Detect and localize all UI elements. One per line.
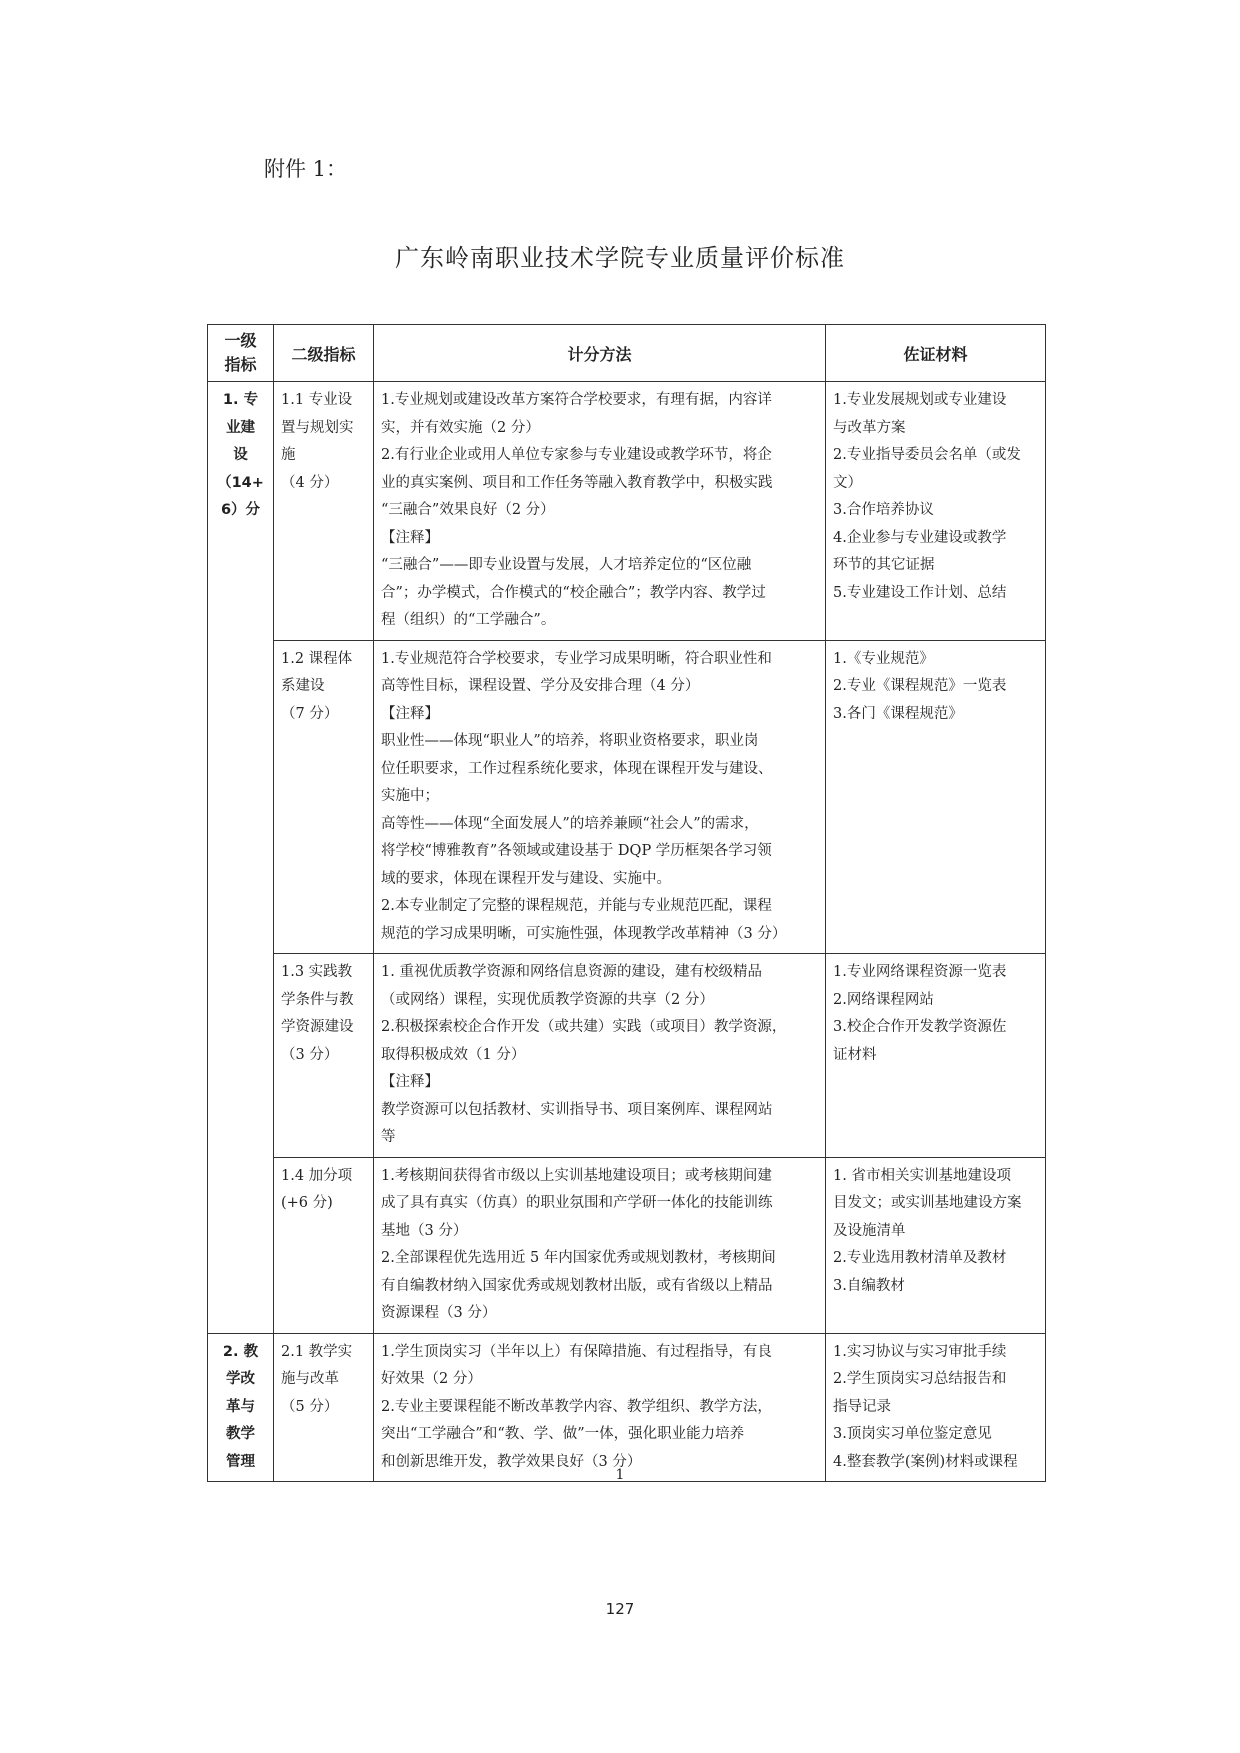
level2-indicator: 1.4 加分项 (+6 分) [274,1157,374,1333]
table-row [208,1157,1046,1333]
evidence-materials: 1.专业发展规划或专业建设 与改革方案 2.专业指导委员会名单（或发 文） 3.合作培养协议 4.企业参与专业建设或教学 环节的其它证据 5.专业建设工作计划、总结 [826,382,1046,641]
header-level1: 一级 指标 [208,325,274,382]
scoring-method: 1.专业规划或建设改革方案符合学校要求，有理有据，内容详 实，并有效实施（2 分） 2.有行业企业或用人单位专家参与专业建设或教学环节，将企 业的真实案例、项目和工作任务等融入教育教学中，积极实践 “三融合”效果良好（2 分） 【注释】 “三融合”——即专业设置与发展，人才培养定位的“区位融 合”；办学模式，合作模式的“校企融合”；教学内容、教学过 程（组织）的“工学融合”。 [374,382,826,641]
scoring-method: 1.考核期间获得省市级以上实训基地建设项目；或考核期间建 成了具有真实（仿真）的职业氛围和产学研一体化的技能训练 基地（3 分） 2.全部课程优先选用近 5 年内国家优秀或规划教材，考核期间 有自编教材纳入国家优秀或规划教材出版，或有省级以上精品 资源课程（3 分） [374,1157,826,1333]
scoring-method: 1. 重视优质教学资源和网络信息资源的建设，建有校级精品 （或网络）课程，实现优质教学资源的共享（2 分） 2.积极探索校企合作开发（或共建）实践（或项目）教学资源， 取得积极成效（1 分） 【注释】 教学资源可以包括教材、实训指导书、项目案例库、课程网站 等 [374,954,826,1158]
table-row [208,954,1046,1158]
level1-indicator: 2. 教 学改 革与 教学 管理 [208,1333,274,1482]
evaluation-standard-table [207,324,1046,1482]
level2-indicator: 1.3 实践教 学条件与教 学资源建设 （3 分） [274,954,374,1158]
level1-indicator: 1. 专 业建 设 （14+ 6）分 [208,382,274,1334]
evidence-materials: 1.实习协议与实习审批手续 2.学生顶岗实习总结报告和 指导记录 3.顶岗实习单位鉴定意见 4.整套教学(案例)材料或课程 [826,1333,1046,1482]
scoring-method: 1.学生顶岗实习（半年以上）有保障措施、有过程指导，有良 好效果（2 分） 2.专业主要课程能不断改革教学内容、教学组织、教学方法， 突出“工学融合”和“教、学、做”一体，强化职业能力培养 和创新思维开发，教学效果良好（3 分） [374,1333,826,1482]
outer-page-number: 127 [605,1600,635,1618]
header-level2: 二级指标 [274,325,374,382]
evidence-materials: 1.《专业规范》 2.专业《课程规范》一览表 3.各门《课程规范》 [826,640,1046,954]
inner-page-number: 1 [615,1467,625,1483]
evidence-materials: 1.专业网络课程资源一览表 2.网络课程网站 3.校企合作开发教学资源佐 证材料 [826,954,1046,1158]
table-row [208,640,1046,954]
level2-indicator: 1.1 专业设 置与规划实 施 （4 分） [274,382,374,641]
scoring-method: 1.专业规范符合学校要求，专业学习成果明晰，符合职业性和 高等性目标，课程设置、学分及安排合理（4 分） 【注释】 职业性——体现“职业人”的培养，将职业资格要求，职业岗 位任职要求，工作过程系统化要求，体现在课程开发与建设、 实施中； 高等性——体现“全面发展人”的培养兼顾“社会人”的需求， 将学校“博雅教育”各领域或建设基于 DQP 学历框架各学习领 域的要求，体现在课程开发与建设、实施中。 2.本专业制定了完整的课程规范，并能与专业规范匹配，课程 规范的学习成果明晰，可实施性强，体现教学改革精神（3 分） [374,640,826,954]
level2-indicator: 2.1 教学实 施与改革 （5 分） [274,1333,374,1482]
table-row [208,1333,1046,1482]
document-title: 广东岭南职业技术学院专业质量评价标准 [395,244,845,272]
attachment-label: 附件 1： [264,157,348,181]
header-method: 计分方法 [374,325,826,382]
level2-indicator: 1.2 课程体 系建设 （7 分） [274,640,374,954]
table-header-row [208,325,1046,382]
table-row [208,382,1046,641]
evidence-materials: 1. 省市相关实训基地建设项 目发文；或实训基地建设方案 及设施清单 2.专业选用教材清单及教材 3.自编教材 [826,1157,1046,1333]
header-evidence: 佐证材料 [826,325,1046,382]
